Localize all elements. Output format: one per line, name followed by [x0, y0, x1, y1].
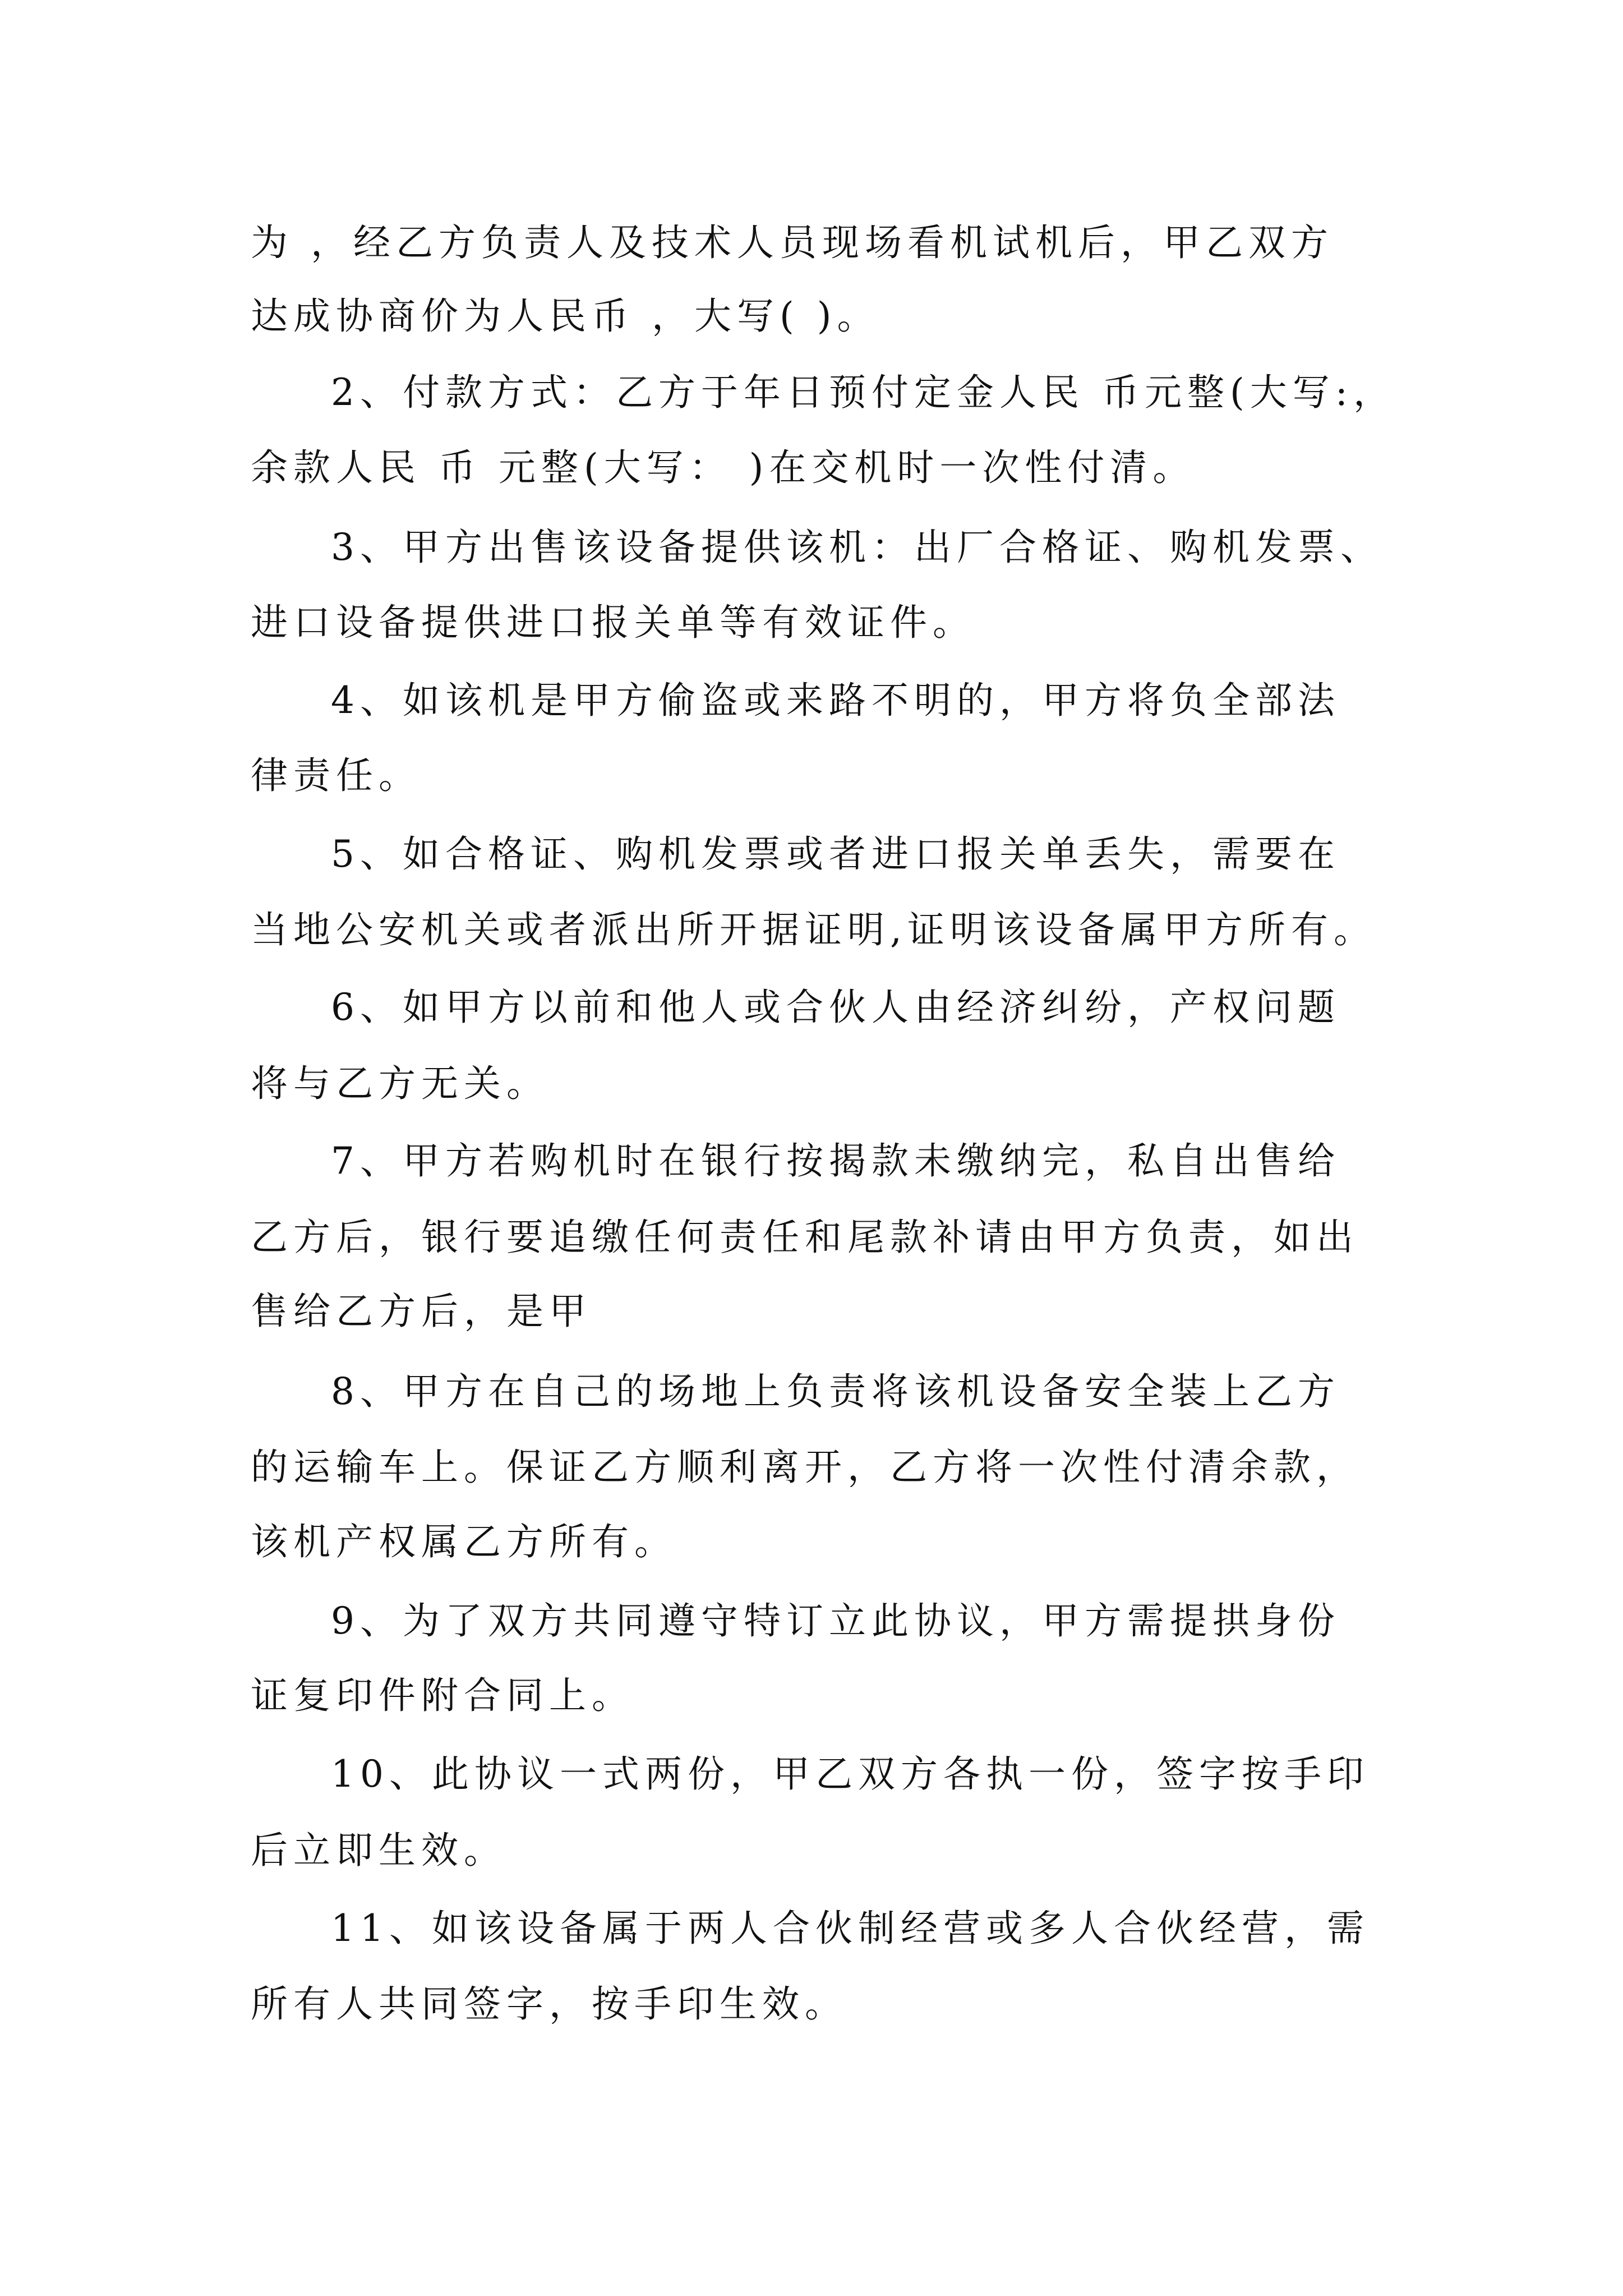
- text-line: 7、甲方若购机时在银行按揭款未缴纳完，私自出售给: [331, 1139, 1340, 1182]
- text-line: 达成协商价为人民币 ，大写( )。: [251, 295, 880, 338]
- text-line: 后立即生效。: [251, 1829, 506, 1872]
- text-line: 进口设备提供进口报关单等有效证件。: [251, 601, 975, 644]
- text-line: 11、如该设备属于两人合伙制经营或多人合伙经营，需: [331, 1907, 1370, 1950]
- text-line: 为 ，经乙方负责人及技术人员现场看机试机后，甲乙双方: [251, 221, 1334, 264]
- text-line: 律责任。: [251, 754, 421, 797]
- text-line: 10、此协议一式两份，甲乙双方各执一份，签字按手印: [331, 1752, 1370, 1796]
- text-line: 5、如合格证、购机发票或者进口报关单丢失，需要在: [331, 832, 1340, 876]
- text-line: 售给乙方后，是甲: [251, 1290, 592, 1333]
- text-line: 6、如甲方以前和他人或合伙人由经济纠纷，产权问题: [331, 986, 1340, 1029]
- text-line: 所有人共同签字，按手印生效。: [251, 1982, 847, 2026]
- text-line: 余款人民 币 元整(大写： )在交机时一次性付清。: [251, 446, 1196, 489]
- text-line: 该机产权属乙方所有。: [251, 1520, 677, 1563]
- text-line: 将与乙方无关。: [251, 1062, 549, 1105]
- text-line: 4、如该机是甲方偷盗或来路不明的，甲方将负全部法: [331, 679, 1340, 722]
- text-line: 的运输车上。保证乙方顺利离开，乙方将一次性付清余款，: [251, 1446, 1359, 1489]
- text-line: 证复印件附合同上。: [251, 1674, 634, 1717]
- text-line: 乙方后，银行要追缴任何责任和尾款补请由甲方负责，如出: [251, 1216, 1359, 1259]
- text-line: 当地公安机关或者派出所开据证明,证明该设备属甲方所有。: [251, 908, 1376, 951]
- text-line: 2、付款方式：乙方于年日预付定金人民 币元整(大写:，: [331, 371, 1396, 414]
- text-line: 8、甲方在自己的场地上负责将该机设备安全装上乙方: [331, 1370, 1340, 1413]
- text-line: 3、甲方出售该设备提供该机：出厂合格证、购机发票、: [331, 526, 1383, 569]
- text-line: 9、为了双方共同遵守特订立此协议，甲方需提拱身份: [331, 1599, 1340, 1642]
